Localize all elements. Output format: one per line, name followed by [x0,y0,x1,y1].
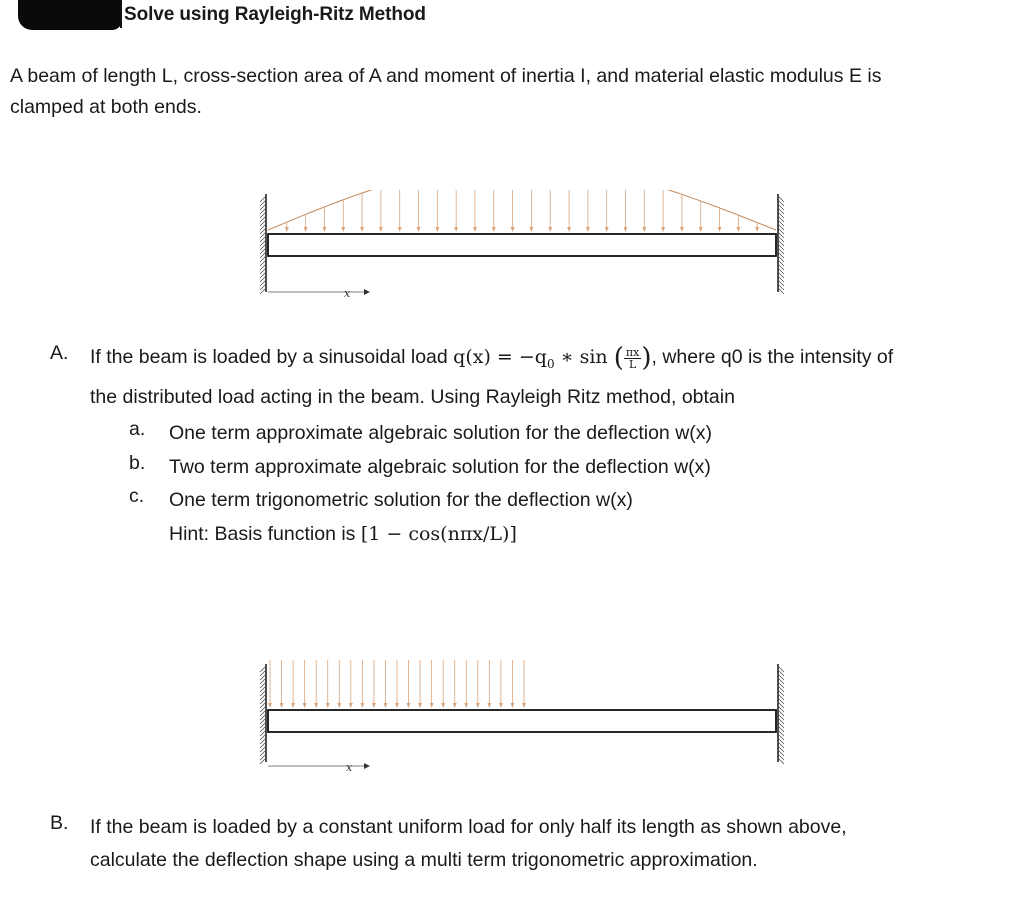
load-arrowhead [314,703,318,708]
load-arrowhead [605,227,609,232]
load-arrowhead [435,227,439,232]
load-arrowhead [349,703,353,708]
intro-line-2: clamped at both ends. [10,96,202,118]
load-arrowhead [755,227,759,232]
fraction-denominator: L [628,357,637,371]
problem-intro [10,61,1010,123]
load-formula: $q(x) = -q_0$ ∗ sin ( $\frac{\pi x}{L}$ ) [453,343,652,373]
load-arrowhead [453,703,457,708]
item-b-text: Two term approximate algebraic solution for the deflection w(x) [169,456,711,478]
load-arrowhead [326,703,330,708]
formula-rhs: −q [518,346,547,368]
item-a-marker: a. [129,418,146,440]
left-wall-support [260,194,266,294]
sinusoidal-load-diagram [256,190,796,302]
load-arrowhead [395,703,399,708]
load-arrowhead [522,703,526,708]
load-arrowhead [417,227,421,232]
load-arrowhead [492,227,496,232]
load-arrowhead [268,703,272,708]
load-arrowhead [548,227,552,232]
right-wall-support [778,194,784,294]
fraction-numerator: πx [625,345,640,359]
load-arrowhead [337,703,341,708]
load-arrowhead [476,703,480,708]
load-arrowhead [487,703,491,708]
load-arrowhead [454,227,458,232]
load-arrowhead [383,703,387,708]
load-arrowhead [499,703,503,708]
load-arrowhead [473,227,477,232]
load-arrowhead [430,703,434,708]
uniform-load-arrows [268,660,526,708]
load-arrowhead [341,227,345,232]
item-a-text: One term approximate algebraic solution for the deflection w(x) [169,422,713,444]
load-arrowhead [529,227,533,232]
question-b-marker: B. [50,812,69,834]
page-title: Solve using Rayleigh-Ritz Method [124,4,426,25]
load-arrowhead [680,227,684,232]
load-arrowhead [511,227,515,232]
hint-formula: [1 − cos(nπx/L)] [360,523,517,545]
formula-subscript: 0 [546,356,555,371]
load-arrowhead [510,703,514,708]
hint-line [169,519,517,549]
load-arrowhead [441,703,445,708]
right-wall-support [778,664,784,764]
question-a-text-after: , where q0 is the intensity of [651,346,894,368]
intro-line-1: A beam of length L, cross-section area of A and moment of inertia I, and material elastic modulus E is [10,65,882,87]
load-arrowhead [407,703,411,708]
load-arrowhead [718,227,722,232]
load-arrowhead [303,703,307,708]
load-arrowhead [699,227,703,232]
x-axis-arrowhead [364,763,370,769]
formula-operator: ∗ sin [560,346,608,368]
formula-lhs: q(x) [453,346,491,368]
x-axis-label: x [346,761,353,772]
item-c-text: One term trigonometric solution for the deflection w(x) [169,489,633,511]
question-b-line-2: calculate the deflection shape using a multi term trigonometric approximation. [90,849,758,871]
load-arrowhead [304,227,308,232]
uniform-half-load-diagram [256,660,796,772]
sinusoidal-load-curve [268,190,776,230]
x-axis-arrowhead [364,289,370,295]
load-arrowhead [418,703,422,708]
load-arrowhead [642,227,646,232]
redaction-mark [18,0,122,30]
load-arrowhead [398,227,402,232]
load-arrowhead [379,227,383,232]
item-b-marker: b. [129,452,146,474]
question-a-line-1 [90,342,893,379]
load-arrowhead [360,227,364,232]
load-arrowhead [291,703,295,708]
left-wall-support [260,664,266,764]
hint-label: Hint: Basis function is [169,523,356,545]
load-arrowhead [623,227,627,232]
header-divider [120,0,122,28]
load-arrowhead [360,703,364,708]
question-a-text-before: If the beam is loaded by a sinusoidal load [90,346,448,368]
beam [268,234,776,256]
load-arrowhead [586,227,590,232]
question-a-line-2: the distributed load acting in the beam. Using Rayleigh Ritz method, obtain [90,386,735,408]
load-arrowhead [464,703,468,708]
item-c-marker: c. [129,485,145,507]
load-arrowhead [280,703,284,708]
load-arrowhead [322,227,326,232]
formula-fraction [624,347,641,370]
load-arrowhead [661,227,665,232]
question-a-marker: A. [50,342,69,364]
question-b-line-1: If the beam is loaded by a constant uniform load for only half its length as shown above, [90,816,847,838]
x-axis-label: x [344,287,351,300]
load-arrowhead [567,227,571,232]
load-arrowhead [736,227,740,232]
load-arrowhead [372,703,376,708]
beam [268,710,776,732]
load-arrowhead [285,227,289,232]
formula-eq: = [496,346,513,368]
